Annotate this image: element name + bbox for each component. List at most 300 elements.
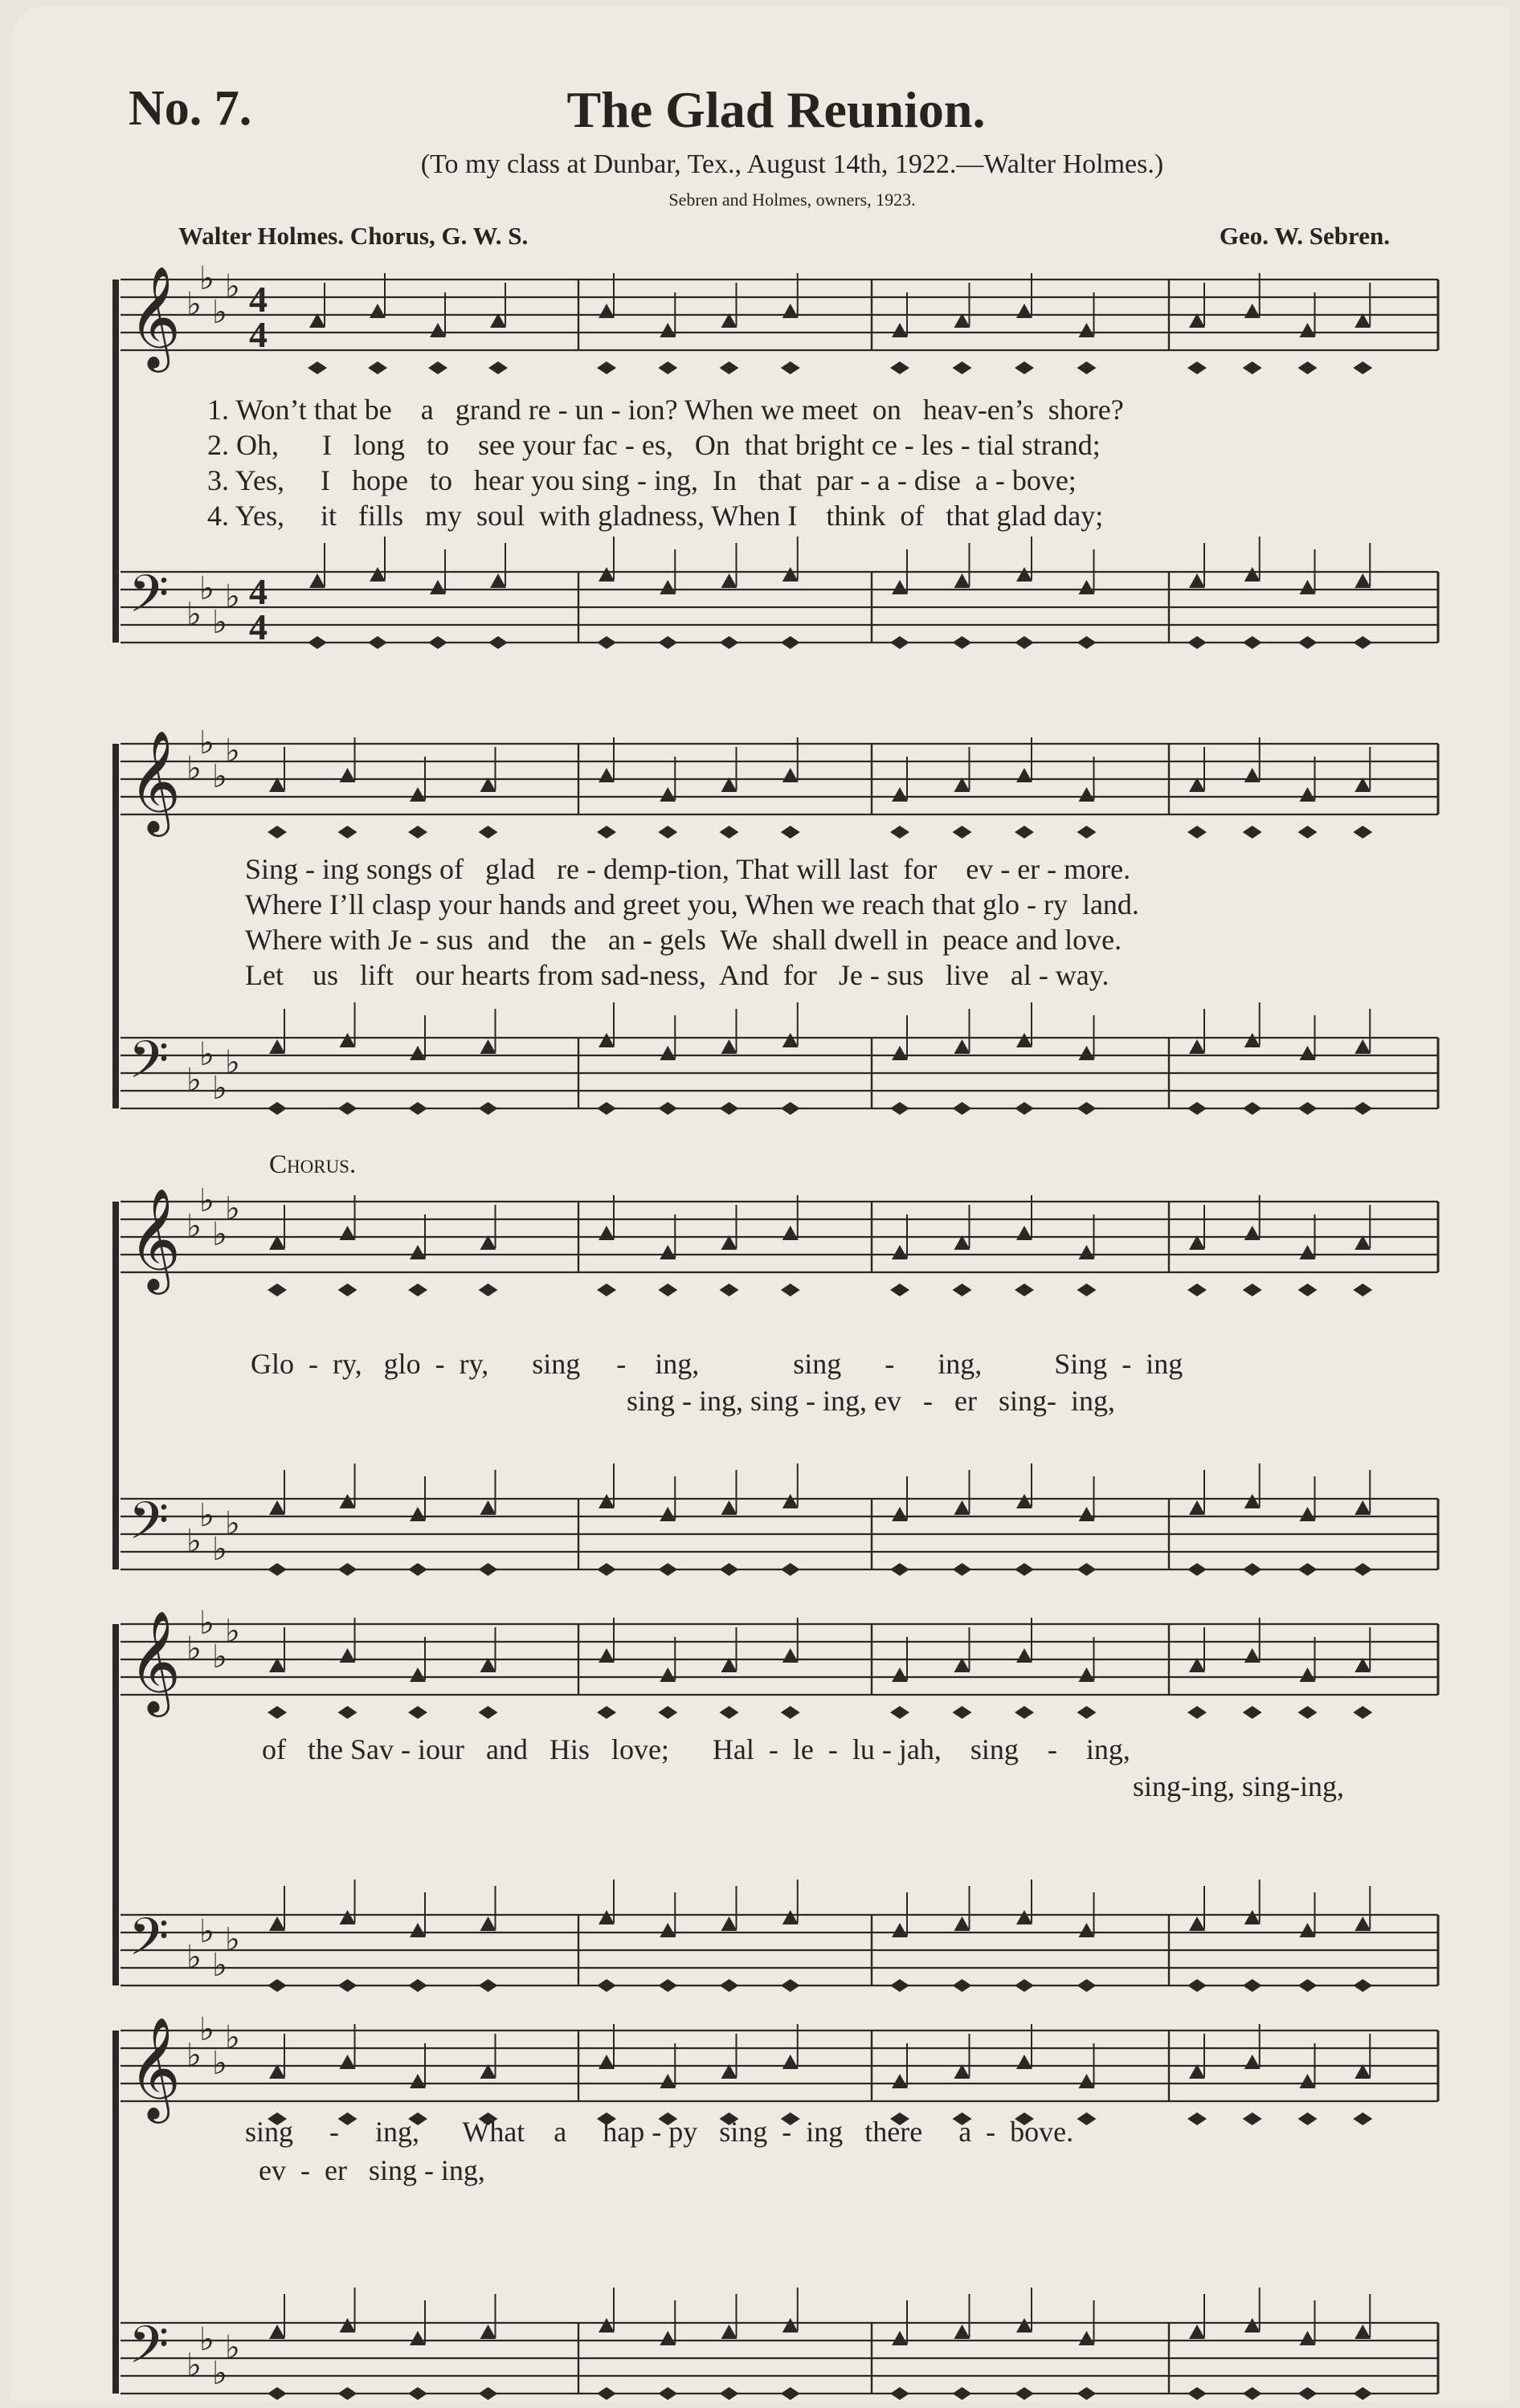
shape-note [599, 2055, 615, 2069]
shape-note [1300, 787, 1316, 802]
flat-icon: ♭ [199, 2011, 215, 2048]
shape-note [1079, 1046, 1095, 1060]
flat-icon: ♭ [212, 1531, 227, 1568]
shape-note [658, 361, 677, 374]
shape-note [1243, 2112, 1262, 2125]
shape-note [890, 1102, 909, 1115]
shape-note [340, 1494, 356, 1508]
shape-note [1015, 361, 1034, 374]
shape-note [479, 1706, 498, 1719]
shape-note [410, 787, 426, 802]
shape-note [338, 1979, 358, 1992]
shape-note [1244, 1494, 1261, 1508]
shape-note [340, 1033, 356, 1047]
shape-note [1300, 1667, 1316, 1682]
shape-note [1243, 2387, 1262, 2400]
shape-note [597, 1979, 616, 1992]
shape-note [1243, 1979, 1262, 1992]
flat-icon: ♭ [199, 1913, 215, 1950]
shape-note [368, 361, 387, 374]
shape-note [890, 361, 909, 374]
shape-note [890, 1706, 909, 1719]
flat-icon: ♭ [186, 1631, 202, 1667]
flat-icon: ♭ [199, 260, 215, 297]
shape-note [1187, 2112, 1207, 2125]
flat-icon: ♭ [212, 1070, 227, 1107]
shape-note [782, 1494, 799, 1508]
shape-note [1355, 1039, 1371, 1054]
shape-note [1187, 1563, 1207, 1576]
shape-note [1355, 1916, 1371, 1931]
flat-icon: ♭ [186, 596, 202, 633]
time-signature: 4 [249, 606, 268, 647]
shape-note [1353, 2112, 1372, 2125]
flat-icon: ♭ [225, 1190, 240, 1227]
shape-note [1244, 304, 1261, 318]
shape-note [408, 1979, 427, 1992]
shape-note [410, 1507, 426, 1521]
bass-clef-icon: 𝄢 [129, 1031, 170, 1103]
shape-note [430, 580, 446, 594]
shape-note [1015, 826, 1034, 839]
shape-note [892, 1507, 908, 1521]
music-system-3 [0, 1181, 1520, 1582]
shape-note [1243, 1563, 1262, 1576]
shape-note [597, 636, 616, 649]
flat-icon: ♭ [186, 2347, 202, 2384]
shape-note [1298, 2387, 1318, 2400]
shape-note [781, 1284, 800, 1296]
shape-note [1079, 787, 1095, 802]
shape-note [782, 1033, 799, 1047]
shape-note [720, 636, 739, 649]
shape-note [660, 580, 676, 594]
shape-note [479, 826, 498, 839]
shape-note [1079, 1667, 1095, 1682]
bass-clef-icon: 𝄢 [129, 2316, 170, 2388]
shape-note [1015, 2387, 1034, 2400]
time-signature: 4 [249, 279, 268, 320]
shape-note [599, 567, 615, 582]
shape-note [597, 1563, 616, 1576]
shape-note [954, 2324, 970, 2339]
verse-1-line-2: Sing - ing songs of glad re - demp-tion, That will last for ev - er - more. [245, 853, 1131, 885]
shape-note [892, 323, 908, 337]
shape-note [660, 1046, 676, 1060]
shape-note [338, 1706, 358, 1719]
shape-note [1298, 1706, 1318, 1719]
shape-note [721, 1039, 738, 1054]
chorus-label: Chorus. [269, 1150, 357, 1179]
shape-note [892, 1046, 908, 1060]
shape-note [720, 1102, 739, 1115]
shape-note [1187, 2387, 1207, 2400]
shape-note [782, 2055, 799, 2069]
shape-note [890, 1563, 909, 1576]
shape-note [309, 573, 325, 588]
shape-note [1244, 1910, 1261, 1924]
shape-note [1353, 1706, 1372, 1719]
shape-note [597, 1102, 616, 1115]
flat-icon: ♭ [199, 724, 215, 761]
flat-icon: ♭ [212, 1216, 227, 1253]
shape-note [954, 1039, 970, 1054]
shape-note [1016, 2318, 1032, 2332]
chorus-lyric-6: ev - er sing - ing, [259, 2154, 485, 2186]
shape-note [597, 2387, 616, 2400]
shape-note [658, 1284, 677, 1296]
shape-note [599, 1033, 615, 1047]
flat-icon: ♭ [199, 1182, 215, 1219]
shape-note [892, 1245, 908, 1259]
flat-icon: ♭ [186, 1939, 202, 1976]
shape-note [720, 1563, 739, 1576]
shape-note [480, 1039, 496, 1054]
shape-note [720, 1706, 739, 1719]
shape-note [782, 567, 799, 582]
shape-note [410, 1245, 426, 1259]
shape-note [720, 826, 739, 839]
shape-note [953, 2387, 972, 2400]
shape-note [1300, 323, 1316, 337]
shape-note [408, 826, 427, 839]
shape-note [480, 1500, 496, 1515]
shape-note [1298, 636, 1318, 649]
shape-note [1353, 1284, 1372, 1296]
shape-note [599, 1910, 615, 1924]
shape-note [953, 1284, 972, 1296]
shape-note [268, 1979, 287, 1992]
shape-note [658, 826, 677, 839]
shape-note [660, 2074, 676, 2088]
shape-note [1244, 1033, 1261, 1047]
shape-note [1187, 1979, 1207, 1992]
shape-note [340, 2318, 356, 2332]
shape-note [781, 636, 800, 649]
shape-note [1016, 768, 1032, 782]
shape-note [890, 636, 909, 649]
shape-note [1298, 1102, 1318, 1115]
shape-note [1243, 1284, 1262, 1296]
shape-note [1353, 2387, 1372, 2400]
shape-note [410, 2331, 426, 2345]
shape-note [408, 1563, 427, 1576]
shape-note [480, 1916, 496, 1931]
shape-note [408, 1284, 427, 1296]
shape-note [720, 1979, 739, 1992]
shape-note [1244, 1648, 1261, 1663]
shape-note [1077, 361, 1097, 374]
verse-1-line-1: 1. Won’t that be a grand re - un - ion? When we meet on heav-en’s shore? [207, 394, 1124, 426]
shape-note [660, 323, 676, 337]
flat-icon: ♭ [199, 1036, 215, 1073]
shape-note [781, 1563, 800, 1576]
time-signature: 4 [249, 314, 268, 355]
shape-note [721, 1500, 738, 1515]
shape-note [269, 1500, 285, 1515]
shape-note [1243, 636, 1262, 649]
shape-note [658, 1102, 677, 1115]
treble-clef-icon: 𝄞 [129, 1187, 182, 1290]
shape-note [1243, 361, 1262, 374]
flat-icon: ♭ [225, 1044, 240, 1081]
shape-note [782, 304, 799, 318]
shape-note [1244, 2318, 1261, 2332]
shape-note [599, 1494, 615, 1508]
shape-note [1244, 768, 1261, 782]
shape-note [658, 1563, 677, 1576]
shape-note [1187, 826, 1207, 839]
flat-icon: ♭ [199, 1497, 215, 1534]
shape-note [954, 1500, 970, 1515]
shape-note [428, 636, 447, 649]
shape-note [408, 2387, 427, 2400]
shape-note [1187, 636, 1207, 649]
shape-note [599, 1648, 615, 1663]
shape-note [1015, 636, 1034, 649]
treble-clef-icon: 𝄞 [129, 729, 182, 832]
shape-note [340, 768, 356, 782]
shape-note [488, 361, 508, 374]
shape-note [953, 1563, 972, 1576]
shape-note [892, 580, 908, 594]
shape-note [410, 1923, 426, 1937]
shape-note [1244, 567, 1261, 582]
shape-note [410, 2074, 426, 2088]
shape-note [1189, 573, 1205, 588]
shape-note [720, 361, 739, 374]
shape-note [953, 361, 972, 374]
shape-note [1077, 826, 1097, 839]
flat-icon: ♭ [212, 604, 227, 641]
shape-note [268, 1706, 287, 1719]
flat-icon: ♭ [186, 1062, 202, 1099]
verse-4-line-2: Let us lift our hearts from sad-ness, And for Je - sus live al - way. [245, 959, 1109, 991]
chorus-lyric-2: sing - ing, sing - ing, ev - er sing- ing, [627, 1385, 1115, 1417]
flat-icon: ♭ [186, 1523, 202, 1560]
shape-note [1015, 1563, 1034, 1576]
shape-note [599, 1226, 615, 1240]
dedication: (To my class at Dunbar, Tex., August 14th, 1922.—Walter Holmes.) [420, 149, 1164, 179]
shape-note [1244, 1226, 1261, 1240]
shape-note [268, 826, 287, 839]
shape-note [338, 1284, 358, 1296]
shape-note [269, 2324, 285, 2339]
shape-note [781, 1706, 800, 1719]
shape-note [782, 1226, 799, 1240]
shape-note [599, 768, 615, 782]
shape-note [1298, 1979, 1318, 1992]
shape-note [479, 1284, 498, 1296]
shape-note [781, 361, 800, 374]
flat-icon: ♭ [199, 1606, 215, 1642]
shape-note [1189, 2324, 1205, 2339]
shape-note [660, 2331, 676, 2345]
shape-note [1077, 1979, 1097, 1992]
shape-note [954, 1916, 970, 1931]
shape-note [338, 1102, 358, 1115]
shape-note [1016, 1033, 1032, 1047]
shape-note [410, 1046, 426, 1060]
shape-note [340, 1226, 356, 1240]
shape-note [1015, 1102, 1034, 1115]
shape-note [1244, 2055, 1261, 2069]
shape-note [953, 1102, 972, 1115]
shape-note [1187, 361, 1207, 374]
shape-note [338, 1563, 358, 1576]
shape-note [1016, 1226, 1032, 1240]
shape-note [1298, 361, 1318, 374]
shape-note [1353, 1102, 1372, 1115]
copyright-owners: Sebren and Holmes, owners, 1923. [668, 190, 916, 210]
shape-note [720, 2387, 739, 2400]
lyricist-credit: Walter Holmes. Chorus, G. W. S. [178, 222, 529, 250]
flat-icon: ♭ [212, 2355, 227, 2392]
shape-note [1015, 1979, 1034, 1992]
shape-note [338, 826, 358, 839]
shape-note [1077, 1706, 1097, 1719]
shape-note [268, 2387, 287, 2400]
shape-note [1079, 323, 1095, 337]
shape-note [268, 1563, 287, 1576]
shape-note [1298, 2112, 1318, 2125]
shape-note [1079, 580, 1095, 594]
shape-note [953, 826, 972, 839]
composer-credit: Geo. W. Sebren. [1219, 222, 1390, 250]
shape-note [1077, 1102, 1097, 1115]
shape-note [953, 636, 972, 649]
shape-note [892, 2331, 908, 2345]
shape-note [782, 2318, 799, 2332]
flat-icon: ♭ [225, 733, 240, 769]
shape-note [1077, 2112, 1097, 2125]
shape-note [1353, 826, 1372, 839]
treble-clef-icon: 𝄞 [129, 1610, 182, 1712]
shape-note [782, 1910, 799, 1924]
flat-icon: ♭ [225, 268, 240, 305]
shape-note [1300, 2331, 1316, 2345]
shape-note [890, 2387, 909, 2400]
shape-note [1353, 361, 1372, 374]
shape-note [480, 2324, 496, 2339]
shape-note [1298, 1284, 1318, 1296]
flat-icon: ♭ [186, 750, 202, 787]
shape-note [1016, 1910, 1032, 1924]
shape-note [408, 1102, 427, 1115]
chorus-lyric-3: of the Sav - iour and His love; Hal - le - lu - jah, sing - ing, [262, 1733, 1130, 1765]
shape-note [1243, 826, 1262, 839]
shape-note [892, 1923, 908, 1937]
bass-clef-icon: 𝄢 [129, 1492, 170, 1564]
shape-note [1079, 1507, 1095, 1521]
treble-clef-icon: 𝄞 [129, 2016, 182, 2119]
shape-note [890, 1979, 909, 1992]
shape-note [782, 1648, 799, 1663]
shape-note [658, 2387, 677, 2400]
shape-note [479, 2387, 498, 2400]
shape-note [1187, 1102, 1207, 1115]
shape-note [890, 1284, 909, 1296]
shape-note [1016, 1494, 1032, 1508]
shape-note [953, 1979, 972, 1992]
flat-icon: ♭ [225, 2019, 240, 2056]
shape-note [338, 2387, 358, 2400]
shape-note [1300, 580, 1316, 594]
flat-icon: ♭ [212, 1639, 227, 1675]
shape-note [781, 2387, 800, 2400]
shape-note [1300, 1923, 1316, 1937]
shape-note [430, 323, 446, 337]
flat-icon: ♭ [225, 1921, 240, 1958]
shape-note [479, 1102, 498, 1115]
shape-note [597, 1284, 616, 1296]
shape-note [269, 1916, 285, 1931]
shape-note [1079, 1245, 1095, 1259]
shape-note [660, 787, 676, 802]
flat-icon: ♭ [186, 2037, 202, 2074]
verse-4-line-1: 4. Yes, it fills my soul with gladness, When I think of that glad day; [207, 500, 1104, 532]
shape-note [1077, 1563, 1097, 1576]
shape-note [1298, 1563, 1318, 1576]
shape-note [1300, 2074, 1316, 2088]
shape-note [1243, 1706, 1262, 1719]
shape-note [658, 636, 677, 649]
flat-icon: ♭ [212, 1947, 227, 1984]
shape-note [479, 1979, 498, 1992]
shape-note [368, 636, 387, 649]
shape-note [269, 1039, 285, 1054]
shape-note [953, 1706, 972, 1719]
shape-note [782, 768, 799, 782]
shape-note [1243, 1102, 1262, 1115]
music-system-5 [0, 2008, 1520, 2408]
shape-note [721, 1916, 738, 1931]
shape-note [597, 361, 616, 374]
shape-note [954, 573, 970, 588]
chorus-lyric-5: sing - ing, What a hap - py sing - ing there a - bove. [245, 2116, 1074, 2148]
shape-note [1353, 1979, 1372, 1992]
bass-clef-icon: 𝄢 [129, 1908, 170, 1980]
shape-note [890, 826, 909, 839]
shape-note [340, 1910, 356, 1924]
shape-note [660, 1245, 676, 1259]
shape-note [660, 1923, 676, 1937]
shape-note [1077, 1284, 1097, 1296]
shape-note [1189, 1500, 1205, 1515]
shape-note [268, 1284, 287, 1296]
shape-note [660, 1667, 676, 1682]
shape-note [599, 2318, 615, 2332]
shape-note [1353, 636, 1372, 649]
shape-note [1015, 1706, 1034, 1719]
shape-note [658, 1706, 677, 1719]
chorus-lyric-4: sing-ing, sing-ing, [1133, 1770, 1345, 1802]
shape-note [721, 573, 738, 588]
shape-note [781, 1102, 800, 1115]
shape-note [268, 1102, 287, 1115]
shape-note [892, 2074, 908, 2088]
shape-note [370, 304, 386, 318]
shape-note [781, 826, 800, 839]
shape-note [1079, 2074, 1095, 2088]
shape-note [1300, 1245, 1316, 1259]
shape-note [1355, 2324, 1371, 2339]
shape-note [340, 2055, 356, 2069]
shape-note [660, 1507, 676, 1521]
flat-icon: ♭ [186, 1208, 202, 1245]
shape-note [597, 1706, 616, 1719]
flat-icon: ♭ [199, 2321, 215, 2358]
